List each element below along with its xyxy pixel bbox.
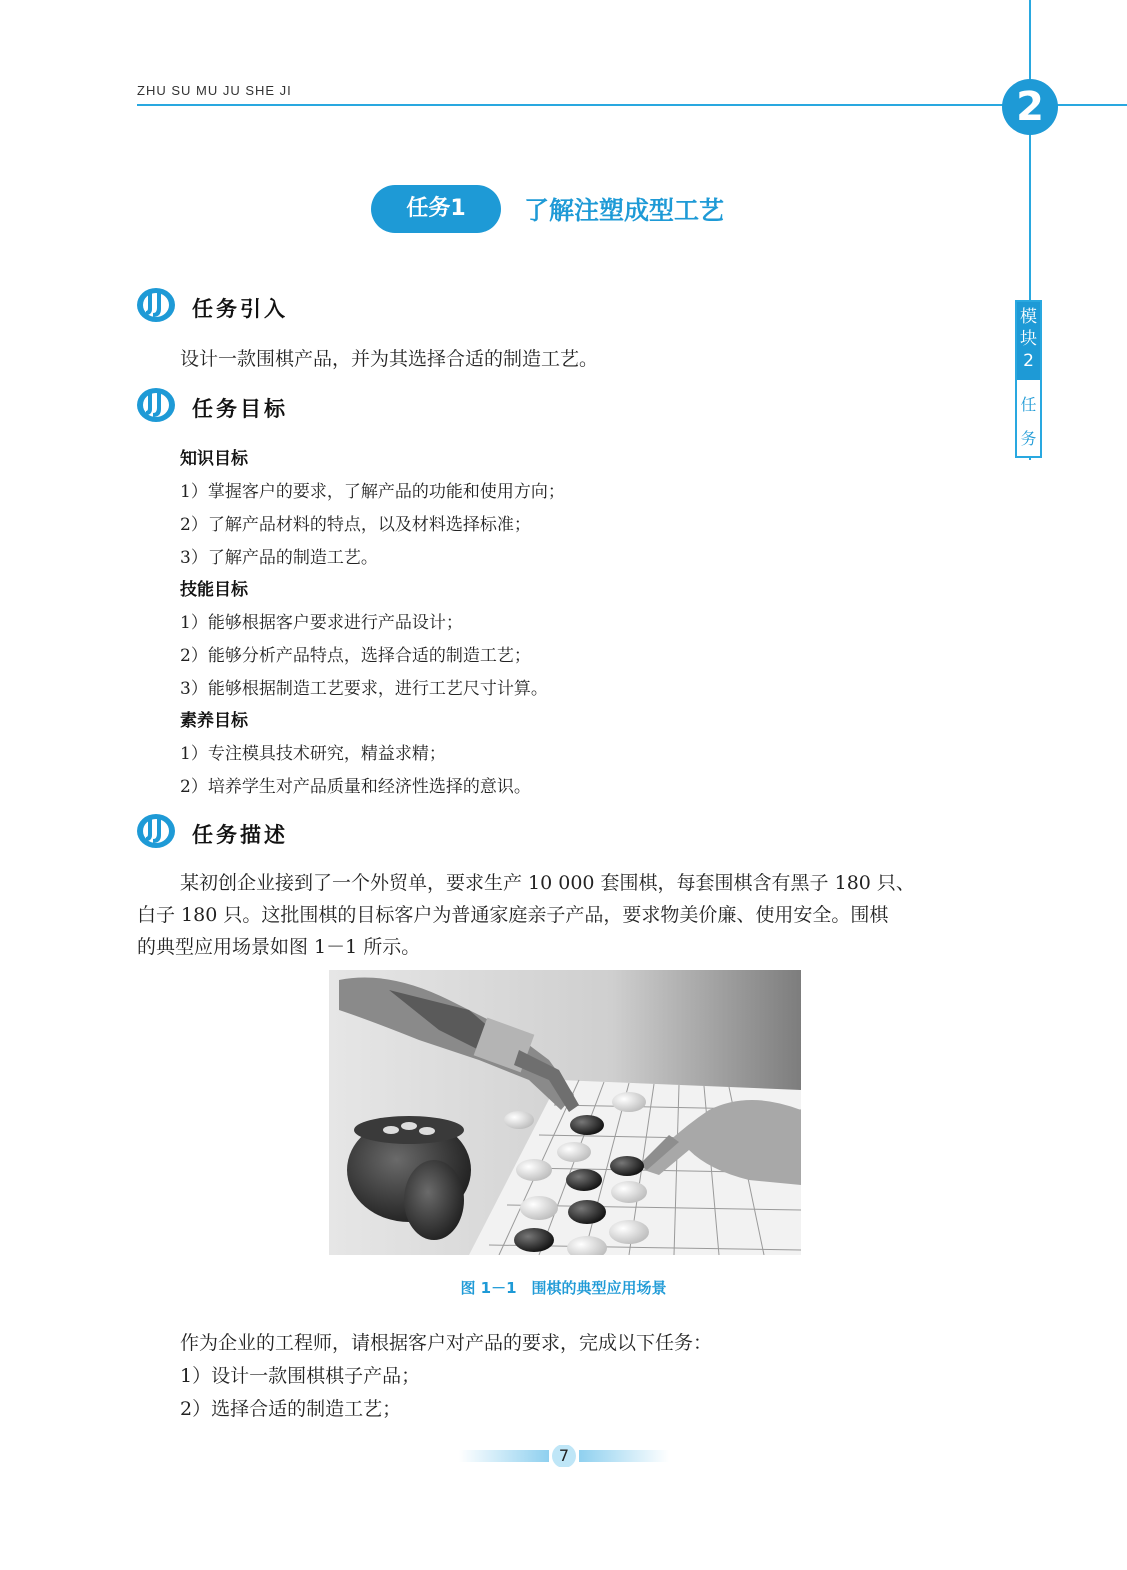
description-line: 的典型应用场景如图 1－1 所示。 bbox=[137, 936, 421, 958]
go-scene-photo bbox=[329, 970, 801, 1255]
list-item: 1）能够根据客户要求进行产品设计； bbox=[180, 613, 463, 633]
skills-heading: 技能目标 bbox=[180, 580, 248, 600]
section-title-goals: 任务目标 bbox=[192, 397, 288, 421]
literacy-heading: 素养目标 bbox=[180, 711, 248, 731]
list-item: 2）选择合适的制造工艺； bbox=[180, 1398, 402, 1420]
figure-go-scene bbox=[329, 970, 801, 1255]
task-tab-label: 任 务 bbox=[1020, 395, 1037, 448]
module-side-tab bbox=[1015, 300, 1042, 458]
list-item: 3）了解产品的制造工艺。 bbox=[180, 548, 378, 568]
section-icon bbox=[136, 813, 176, 849]
list-item: 3）能够根据制造工艺要求，进行工艺尺寸计算。 bbox=[180, 679, 548, 699]
task-number-pill: 任务1 bbox=[371, 185, 501, 233]
module-tab-label: 模 块 2 bbox=[1017, 302, 1040, 380]
list-item: 2）能够分析产品特点，选择合适的制造工艺； bbox=[180, 646, 531, 666]
figure-caption: 图 1－1 围棋的典型应用场景 bbox=[460, 1279, 667, 1297]
section-title-description: 任务描述 bbox=[192, 823, 288, 847]
intro-text: 设计一款围棋产品，并为其选择合适的制造工艺。 bbox=[180, 348, 599, 370]
section-title-intro: 任务引入 bbox=[192, 297, 288, 321]
knowledge-heading: 知识目标 bbox=[180, 449, 248, 469]
closing-text: 作为企业的工程师，请根据客户对产品的要求，完成以下任务： bbox=[180, 1332, 713, 1354]
chapter-badge: 2 bbox=[1002, 79, 1058, 135]
running-header: ZHU SU MU JU SHE JI bbox=[137, 83, 292, 98]
list-item: 1）专注模具技术研究，精益求精； bbox=[180, 744, 446, 764]
list-item: 1）设计一款围棋棋子产品； bbox=[180, 1365, 421, 1387]
header-rule bbox=[137, 104, 1127, 106]
description-line: 白子 180 只。这批围棋的目标客户为普通家庭亲子产品，要求物美价廉、使用安全。围棋 bbox=[137, 904, 889, 926]
section-icon bbox=[136, 387, 176, 423]
list-item: 2）了解产品材料的特点，以及材料选择标准； bbox=[180, 515, 531, 535]
list-item: 2）培养学生对产品质量和经济性选择的意识。 bbox=[180, 777, 531, 797]
list-item: 1）掌握客户的要求，了解产品的功能和使用方向； bbox=[180, 482, 565, 502]
page-number: 7 bbox=[558, 1446, 570, 1465]
task-title: 了解注塑成型工艺 bbox=[524, 196, 725, 225]
section-icon bbox=[136, 287, 176, 323]
description-line: 某初创企业接到了一个外贸单，要求生产 10 000 套围棋，每套围棋含有黑子 180 只、 bbox=[180, 872, 915, 894]
